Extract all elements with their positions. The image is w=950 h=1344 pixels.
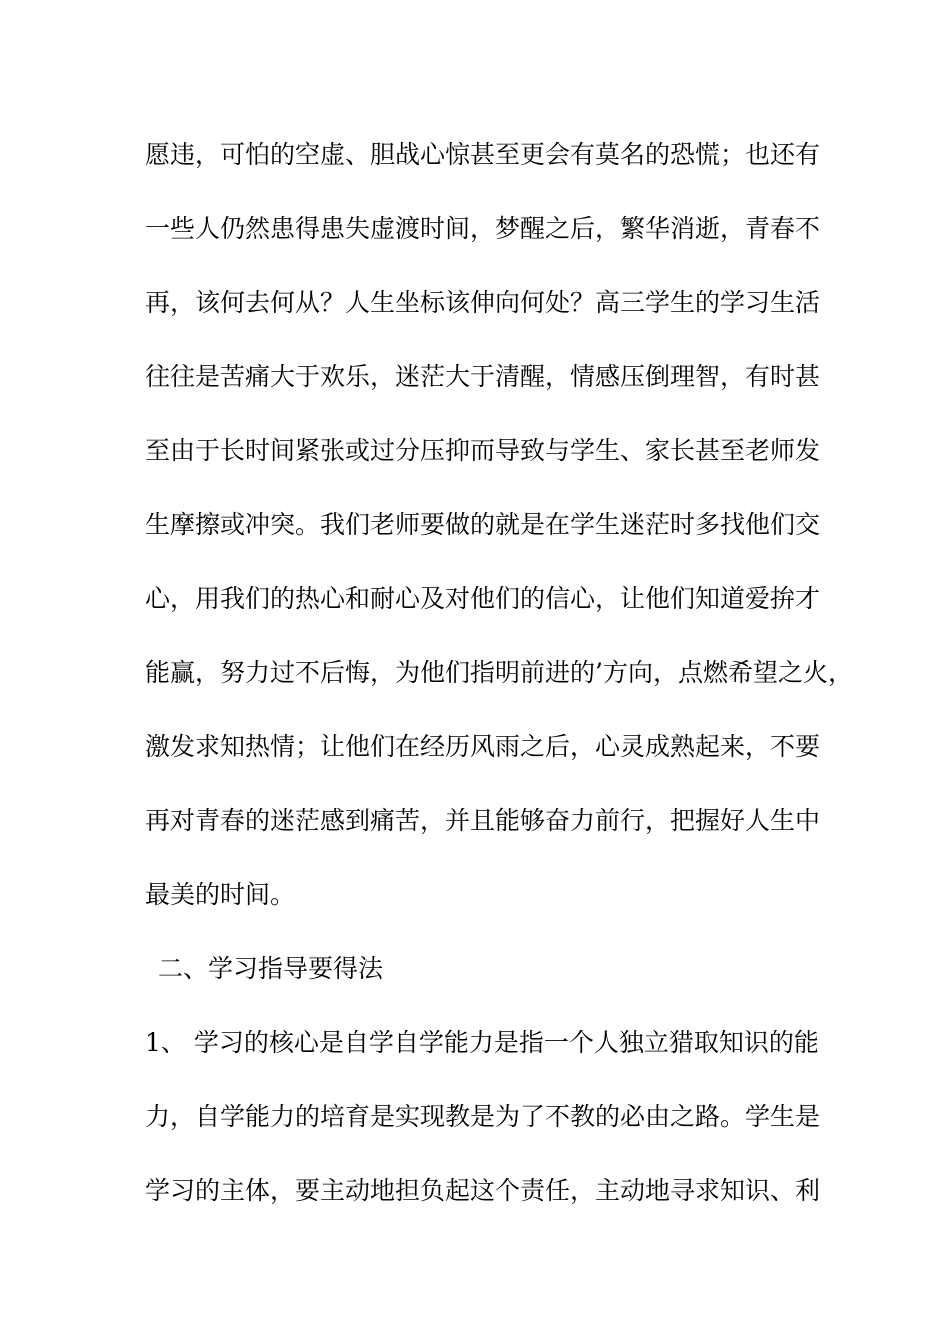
paragraph-line: 最美的时间。	[145, 880, 296, 909]
paragraph-line: 再，该何去何从？人生坐标该伸向何处？高三学生的学习生活	[145, 288, 821, 317]
paragraph-line: 学习的主体，要主动地担负起这个责任，主动地寻求知识、利	[145, 1176, 821, 1205]
section-heading: 二、学习指导要得法	[158, 954, 384, 983]
paragraph-line: 能赢，努力过不后悔，为他们指明前进的’方向，点燃希望之火，	[145, 658, 853, 687]
paragraph-line: 心，用我们的热心和耐心及对他们的信心，让他们知道爱拚才	[145, 584, 821, 613]
paragraph-line: 力，自学能力的培育是实现教是为了不教的必由之路。学生是	[145, 1102, 821, 1131]
paragraph-line: 激发求知热情；让他们在经历风雨之后，心灵成熟起来，不要	[145, 732, 821, 761]
paragraph-line: 一些人仍然患得患失虚渡时间，梦醒之后，繁华消逝，青春不	[145, 214, 821, 243]
paragraph-line: 至由于长时间紧张或过分压抑而导致与学生、家长甚至老师发	[145, 436, 821, 465]
paragraph-line: 往往是苦痛大于欢乐，迷茫大于清醒，情感压倒理智，有时甚	[145, 362, 821, 391]
paragraph-line: 愿违，可怕的空虚、胆战心惊甚至更会有莫名的恐慌；也还有	[145, 140, 821, 169]
paragraph-line: 生摩擦或冲突。我们老师要做的就是在学生迷茫时多找他们交	[145, 510, 821, 539]
list-item-line: 1、 学习的核心是自学自学能力是指一个人独立猎取知识的能	[145, 1028, 819, 1057]
paragraph-line: 再对青春的迷茫感到痛苦，并且能够奋力前行，把握好人生中	[145, 806, 821, 835]
